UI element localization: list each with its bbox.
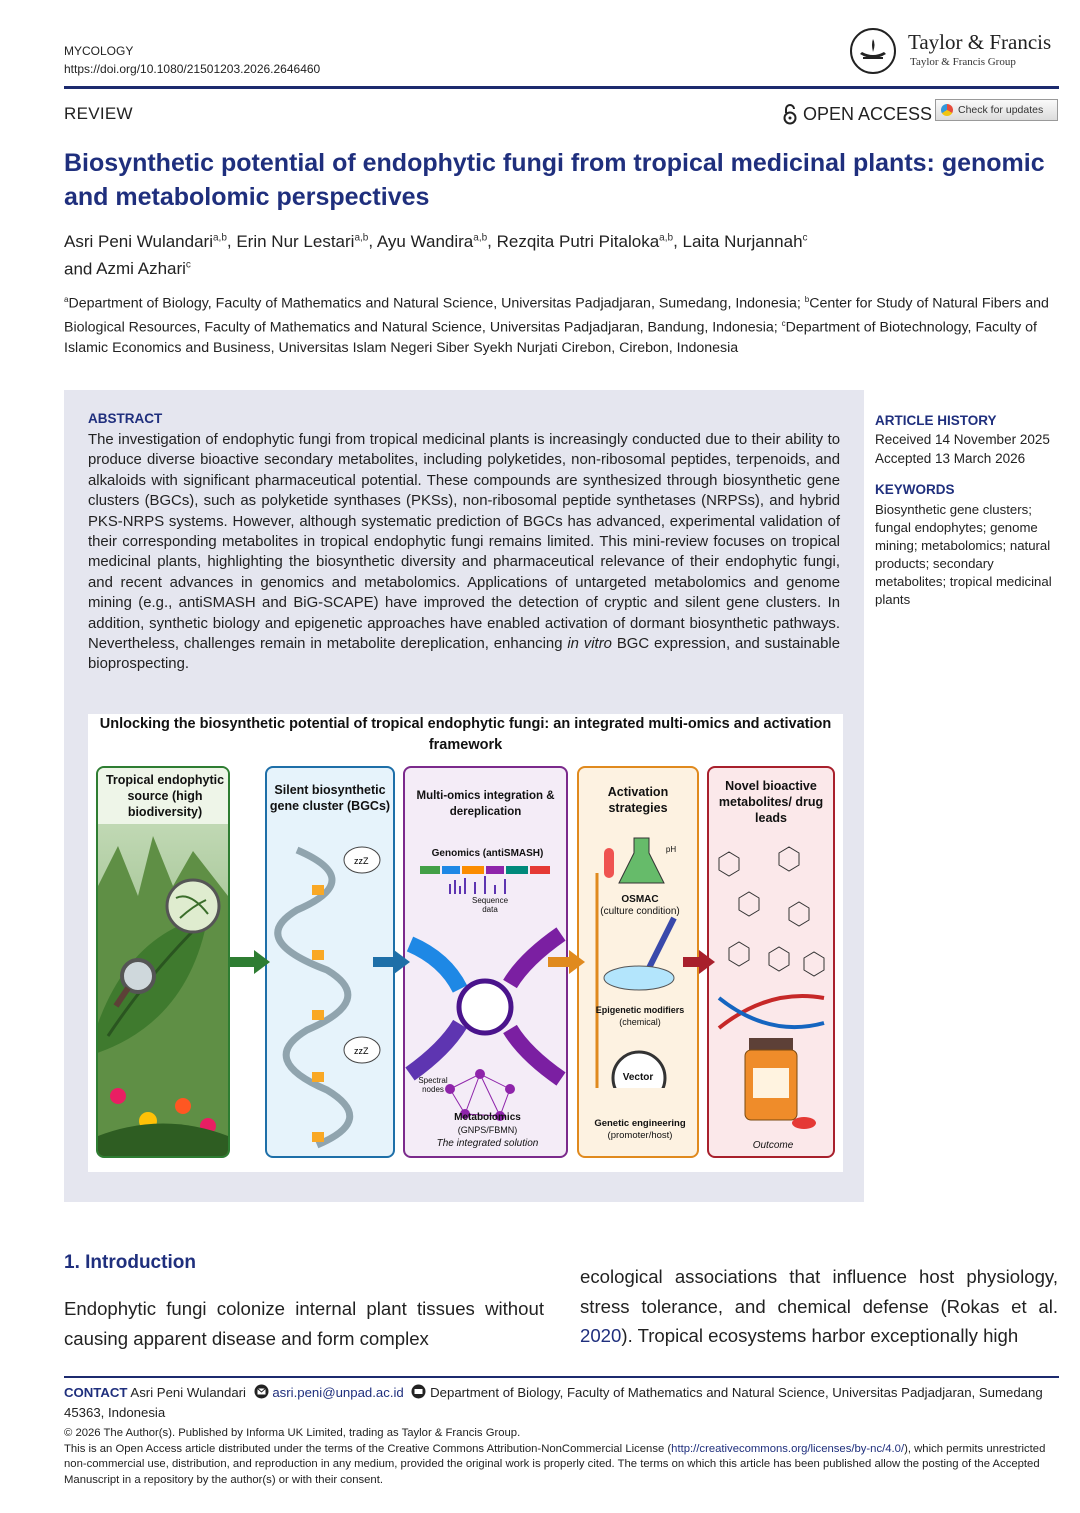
doi-link[interactable]: https://doi.org/10.1080/21501203.2026.2646460 xyxy=(64,62,321,76)
article-type: REVIEW xyxy=(64,104,133,123)
panel-title: Activation strategies xyxy=(607,785,669,815)
affiliations: $^a$Department of Biology, Faculty of Mathematics and Natural Science, Universitas Padjadjaran, Sumedang, Indonesia; $^b$Center for Study of Natural Fibers and Biological Resources, Faculty of Mathematics and Natural Science, Universitas Padjadjaran, Bandung, Indonesia; $^c$Department of Biotechnology, Faculty of Islamic Economics and Business, Universitas Islam Negeri Siber Syekh Nurjati Cirebon, Cirebon, Indonesia xyxy=(64,295,1049,357)
keywords-heading: KEYWORDS xyxy=(875,482,955,497)
contact-address: Department of Biology, Faculty of Mathematics and Natural Science, Universitas Padjadjaran, Sumedang 45363, Indonesia xyxy=(64,1385,1043,1420)
epigenetic-label: Epigenetic modifiers xyxy=(595,1005,685,1015)
zzz-label: zzZ xyxy=(354,1046,369,1056)
author-list: Asri Peni Wulandari$^{a,b}$, Erin Nur Lestari$^{a,b}$, Ayu Wandira$^{a,b}$, Rezqita Putri Pitaloka$^{a,b}$, Laita Nurjannah$^c$ and Azmi Azhari$^c$ xyxy=(64,231,808,279)
metabolomics-sub-label: (GNPS/FBMN) xyxy=(457,1125,518,1135)
body-column-right: ecological associations that influence host physiology, stress tolerance, and chemical defense (Rokas et al. 2020). Tropical ecosystems harbor exceptionally high xyxy=(580,1266,1058,1347)
license-link[interactable]: http://creativecommons.org/licenses/by-nc/4.0/ xyxy=(671,1442,905,1455)
metabolomics-label: Metabolomics xyxy=(454,1112,521,1123)
check-updates-label: Check for updates xyxy=(958,104,1044,116)
outcome-label: Outcome xyxy=(752,1140,794,1151)
publisher-logo xyxy=(850,28,1060,78)
authors-and: and xyxy=(64,259,93,279)
body-column-left: Endophytic fungi colonize internal plant tissues without causing apparent disease and form complex xyxy=(64,1298,544,1349)
panel-outcome xyxy=(707,766,835,1158)
osmac-label: OSMAC xyxy=(621,894,659,905)
lamp-icon xyxy=(850,28,896,74)
keywords xyxy=(875,481,1060,609)
ph-label: pH xyxy=(665,845,677,854)
panel-multiomics xyxy=(403,766,568,1158)
license-text: This is an Open Access article distributed under the terms of the Creative Commons Attribution-NonCommercial License (http://creativecommons.org/licenses/by-nc/4.0/), which permits unrestricted non-commercial use, distribution, and reproduction in any medium, provided the original work is properly cited. The terms on which this article has been published allow the posting of the Accepted Manuscript in a repository by the author(s) or with their consent. xyxy=(64,1442,1046,1486)
activation-illustration xyxy=(579,828,697,1088)
panel-activation xyxy=(577,766,699,1158)
genomics-label: Genomics (antiSMASH) xyxy=(431,848,544,859)
publisher-name: Taylor & Francis xyxy=(908,30,1052,54)
panel-title: Tropical endophytic source (high biodiversity) xyxy=(98,768,230,824)
genetic-engineering-label: Genetic engineering xyxy=(594,1118,686,1129)
panel-title: Silent biosynthetic gene cluster (BGCs) xyxy=(269,783,391,813)
header-rule xyxy=(64,86,1059,89)
author[interactable]: Rezqita Putri Pitaloka$^{a,b}$ xyxy=(496,231,674,251)
address-icon xyxy=(411,1384,426,1399)
citation-link[interactable]: 2020 xyxy=(580,1325,622,1347)
panel-source xyxy=(96,766,230,1158)
footer-rule xyxy=(64,1376,1059,1378)
molecules-illustration xyxy=(709,838,833,1138)
osmac-sub-label: (culture condition) xyxy=(600,906,680,917)
contact-email[interactable]: asri.peni@unpad.ac.id xyxy=(272,1385,404,1400)
spectral-nodes-label: Spectral nodes xyxy=(418,1076,448,1094)
email-icon xyxy=(254,1384,269,1399)
copyright-line: © 2026 The Author(s). Published by Informa UK Limited, trading as Taylor & Francis Group. xyxy=(64,1427,521,1439)
copyright-notice xyxy=(64,1426,1059,1488)
author[interactable]: Erin Nur Lestari$^{a,b}$ xyxy=(236,231,369,251)
vector-label: Vector xyxy=(622,1072,654,1083)
abstract-text: The investigation of endophytic fungi from tropical medicinal plants is increasingly conducted due to their ability to produce diverse bioactive secondary metabolites, including polyketides, non-ribosomal peptides, terpenoids, and alkaloids with significant pharmaceutical potential. These compounds are synthesized through biosynthetic gene clusters (BGCs), such as polyketide synthases (PKSs), non-ribosomal peptide synthetases (NRPSs), and hybrid PKS-NRPS systems. However, although systematic prediction of BGCs has advanced, experimental validation of their corresponding metabolites in tropical endophytic fungi remains limited. This mini-review focuses on tropical medicinal plants, highlighting the biosynthetic diversity and pharmaceutical relevance of their endophytic fungi, and recent advances in genomics and metabolomics. Applications of untargeted metabolomics and genome mining (e.g., antiSMASH and BiG-SCAPE) have improved the detection of cryptic and silent gene clusters. In addition, synthetic biology and epigenetic approaches have enabled activation of dormant biosynthetic pathways. Nevertheless, challenges remain in metabolite dereplication, enhancing in vitro BGC expression, and sustainable bioprospecting. xyxy=(88,432,840,673)
article-history xyxy=(875,411,1065,468)
panel-bgcs xyxy=(265,766,395,1158)
dna-strand-illustration xyxy=(267,840,393,1150)
panel-title: Multi-omics integration & dereplication xyxy=(416,790,555,818)
contact-name: Asri Peni Wulandari xyxy=(130,1385,246,1400)
integrated-solution-label: The integrated solution xyxy=(436,1138,539,1149)
contact-info xyxy=(64,1383,1059,1422)
author[interactable]: Ayu Wandira$^{a,b}$ xyxy=(376,231,488,251)
affiliation: Department of Biology, Faculty of Mathematics and Natural Science, Universitas Padjadjaran, Sumedang, Indonesia; xyxy=(68,295,805,312)
open-access-badge xyxy=(782,103,932,125)
accepted-date: Accepted 13 March 2026 xyxy=(875,451,1026,466)
sequence-data-label: Sequence data xyxy=(471,896,509,914)
received-date: Received 14 November 2025 xyxy=(875,432,1050,447)
affiliation: Center for Study of Natural Fibers and Biological Resources, Faculty of Mathematics and Natural Science, Universitas Padjadjaran, Bandung, Indonesia; xyxy=(64,295,1049,336)
keywords-text: Biosynthetic gene clusters; fungal endophytes; genome mining; metabolomics; natural products; secondary metabolites; tropical medicinal plants xyxy=(875,502,1052,607)
abstract-heading: ABSTRACT xyxy=(88,411,163,426)
author[interactable]: Laita Nurjannah$^c$ xyxy=(682,231,808,251)
section-heading-introduction: 1. Introduction xyxy=(64,1252,196,1273)
genetic-engineering-sub-label: (promoter/host) xyxy=(607,1130,673,1141)
contact-label: CONTACT xyxy=(64,1385,128,1400)
affiliation: Department of Biotechnology, Faculty of Islamic Economics and Business, Universitas Islam Negeri Siber Syekh Nurjati Cirebon, Cirebon, Indonesia xyxy=(64,319,1037,357)
figure-title: Unlocking the biosynthetic potential of tropical endophytic fungi: an integrated multi-omics and activation framework xyxy=(99,716,832,753)
author[interactable]: Azmi Azhari$^c$ xyxy=(96,259,191,279)
graphical-abstract xyxy=(88,714,843,1172)
journal-header xyxy=(64,42,320,78)
panel-title: Novel bioactive metabolites/ drug leads xyxy=(718,779,824,825)
author[interactable]: Asri Peni Wulandari$^{a,b}$ xyxy=(64,231,227,251)
publisher-group: Taylor & Francis Group xyxy=(910,56,1016,68)
open-lock-icon xyxy=(782,103,798,125)
crossmark-icon xyxy=(941,104,953,116)
zzz-label: zzZ xyxy=(354,856,369,866)
history-heading: ARTICLE HISTORY xyxy=(875,413,997,428)
article-title: Biosynthetic potential of endophytic fungi from tropical medicinal plants: genomic and metabolomic perspectives xyxy=(64,149,1045,211)
open-access-label: OPEN ACCESS xyxy=(803,103,933,124)
journal-name: MYCOLOGY xyxy=(64,44,134,58)
check-for-updates-button[interactable] xyxy=(935,99,1058,121)
epigenetic-sub-label: (chemical) xyxy=(619,1017,661,1027)
forest-illustration xyxy=(98,826,228,1156)
